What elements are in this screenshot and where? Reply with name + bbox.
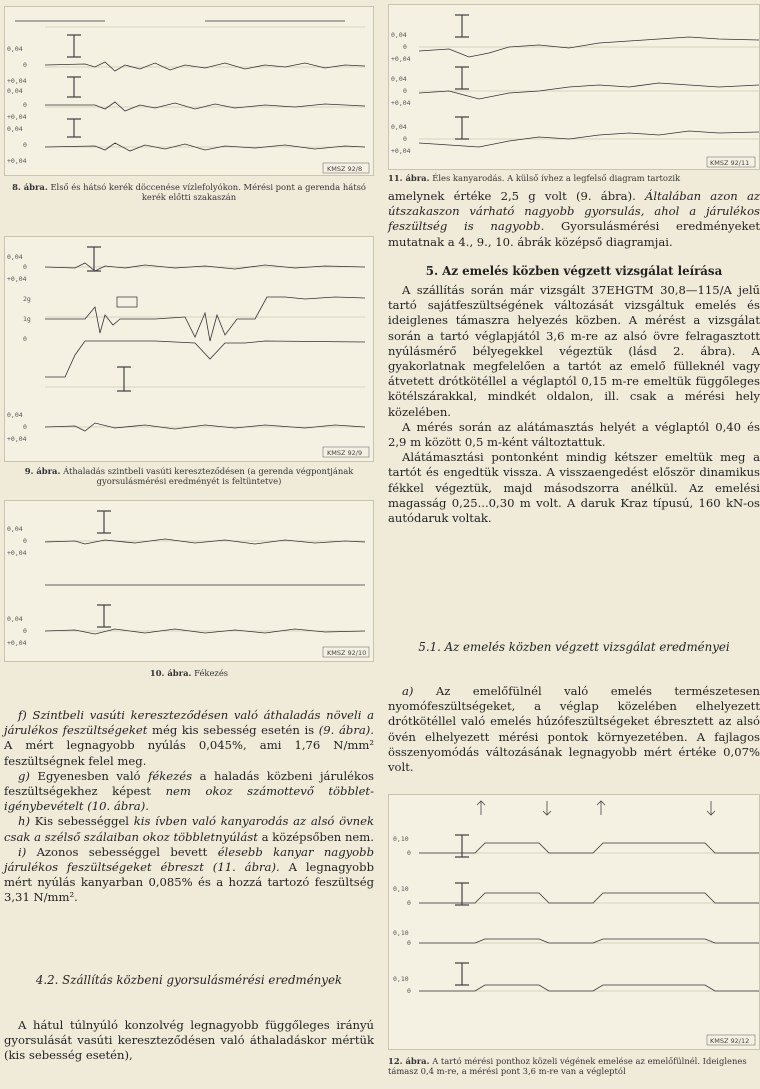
axis-label: 0 <box>23 423 27 431</box>
strain-trace <box>45 539 365 544</box>
axis-label: 0,04 <box>7 615 23 623</box>
figure-8-plot <box>5 7 373 175</box>
left-body-text <box>4 708 374 906</box>
right-continuation-text: amelynek értéke 2,5 g volt (9. ábra). Általában azon az útszakaszon várható nagyobb gyorsulás, ahol a járulékos feszültség is nagyobb. Gyorsulásmérési eredményeket mutatnak a 4., 9., 10. ábrák középső diagramjai. <box>388 189 760 249</box>
arrow-down-icon <box>543 801 551 815</box>
axis-label: 0 <box>23 263 27 271</box>
figure-12-plot <box>389 795 759 1049</box>
axis-label: 0,10 <box>393 929 409 937</box>
i-beam-icon <box>67 77 81 97</box>
axis-label: 0 <box>23 141 27 149</box>
strain-trace <box>45 629 365 634</box>
axis-label: 0 <box>23 335 27 343</box>
figure-stamp: KMSZ 92/10 <box>327 649 367 657</box>
axis-label: 0 <box>407 849 411 857</box>
axis-label: 0,04 <box>7 125 23 133</box>
strain-trace <box>419 985 759 991</box>
axis-label: 0,10 <box>393 885 409 893</box>
axis-label: 0 <box>403 87 407 95</box>
figure-stamp: KMSZ 92/11 <box>710 159 750 167</box>
axis-label: 2g <box>23 295 31 303</box>
subheading-5-1: 5.1. Az emelés közben végzett vizsgálat eredményei <box>418 640 730 654</box>
strain-trace <box>419 939 759 943</box>
figure-stamp: KMSZ 92/12 <box>710 1037 750 1045</box>
strain-trace <box>45 102 365 111</box>
axis-label: +0,04 <box>391 147 411 155</box>
axis-label: 0 <box>407 987 411 995</box>
axis-label: +0,04 <box>7 549 27 557</box>
left-column <box>4 0 374 1089</box>
axis-label: 0,04 <box>391 75 407 83</box>
axis-label: 0,10 <box>393 835 409 843</box>
figure-9-caption: 9. ábra. Áthaladás szintbeli vasúti kereszteződésen (a gerenda végpontjának gyorsulásmérési eredményét is feltüntetve) <box>24 466 354 486</box>
axis-label: 0 <box>23 537 27 545</box>
arrow-down-icon <box>707 801 715 815</box>
figure-8-axis-labels <box>7 45 27 165</box>
i-beam-icon <box>455 15 469 37</box>
figure-12 <box>388 794 760 1050</box>
accelerometer-icon <box>117 297 137 307</box>
figure-10-caption: 10. ábra. Fékezés <box>149 668 229 678</box>
right-column <box>388 0 760 1089</box>
i-beam-icon <box>455 117 469 139</box>
axis-label: 0,04 <box>7 253 23 261</box>
i-beam-icon <box>67 35 81 57</box>
i-beam-icon <box>455 963 469 985</box>
axis-label: +0,04 <box>7 113 27 121</box>
axis-label: +0,04 <box>7 77 27 85</box>
i-beam-icon <box>455 67 469 89</box>
acceleration-trace <box>45 341 365 377</box>
figure-9-plot <box>5 237 373 461</box>
axis-label: 0,04 <box>7 45 23 53</box>
figure-11 <box>388 4 760 170</box>
figure-11-caption: 11. ábra. Éles kanyarodás. A külső ívhez a legfelső diagram tartozik <box>388 173 681 183</box>
section-5-text: A szállítás során már vizsgált 37EHGTM 30,8—115/A jelű tartó sajátfeszültségének változását vizsgáltuk emelés és ideiglenes támaszra helyezés közben. A mérést a vizsgálat során a tartó véglapjától 3,6 m-re az alsó övre felragasztott nyúlásmérő bélyegekkel végeztük (lásd 2. ábra). A gyakorlatnak megfelelően a tartót az emelő fülleknél vagy átvetett drótkötéllel a véglaptól 0,15 m-re emeltük függőleges kötélszárakkal, mindkét oldalon, ill. csak a mérési hely közelében. A mérés során az alátámasztás helyét a véglaptól 0,40 és 2,9 m között 0,5 m-ként változtattuk. Alátámasztási pontonként mindig kétszer emeltük meg a tartót és engedtük vissza. A visszaengedést először dinamikus fékkel végeztük, majd másodszorra anélkül. Az emelési magasság 0,25...0,30 m volt. A daruk Kraz típusú, 160 kN-os autódaruk voltak. <box>388 283 760 526</box>
strain-trace <box>45 62 365 71</box>
arrow-up-icon <box>597 801 605 815</box>
axis-label: +0,04 <box>391 99 411 107</box>
paragraph-g: g) Egyenesben való fékezés a haladás közbeni járulékos feszültségekhez képest nem okoz számottevő többlet-igénybevételt (10. ábra). <box>4 768 375 814</box>
strain-trace <box>419 893 759 903</box>
acceleration-trace <box>45 297 365 341</box>
axis-label: 0,04 <box>7 525 23 533</box>
i-beam-icon <box>455 835 469 857</box>
axis-label: +0,04 <box>7 275 27 283</box>
axis-label: 0,04 <box>391 123 407 131</box>
heading-5: 5. Az emelés közben végzett vizsgálat leírása <box>425 264 723 278</box>
axis-label: 0 <box>403 43 407 51</box>
axis-label: 0 <box>23 61 27 69</box>
figure-10-axis-labels <box>7 525 27 647</box>
section-5-1-text: a) Az emelőfülnél való emelés természetesen nyomófeszültségeket, a véglap közelében elhelyezett drótkötéllel való emelés húzófeszültségeket ébresztett az alsó övén elhelyezett mérési pontok környezetében. A fajlagos összenyomódás változásának legnagyobb mért értéke 0,07% volt. <box>388 684 760 775</box>
axis-label: 0,04 <box>391 31 407 39</box>
axis-label: 0 <box>23 627 27 635</box>
figure-11-plot <box>389 5 759 169</box>
i-beam-icon <box>87 247 101 271</box>
i-beam-icon <box>455 883 469 905</box>
subheading-4-2: 4.2. Szállítás közbeni gyorsulásmérési eredmények <box>35 973 343 987</box>
axis-label: +0,04 <box>7 639 27 647</box>
figure-12-axis-labels <box>393 835 411 995</box>
paragraph-i: i) Azonos sebességgel bevett élesebb kanyar nagyobb járulékos feszültségeket ébreszt (11. ábra). A legnagyobb mért nyúlás kanyarban 0,085% és a hozzá tartozó feszültség 3,31 N/mm². <box>4 844 375 905</box>
figure-stamp: KMSZ 92/9 <box>327 449 363 457</box>
figure-11-axis-labels <box>391 31 411 155</box>
axis-label: 0 <box>407 939 411 947</box>
axis-label: 0,04 <box>7 411 23 419</box>
figure-9-axis-labels <box>7 253 31 443</box>
figure-8 <box>4 6 374 176</box>
figure-10-plot <box>5 501 373 661</box>
figure-10 <box>4 500 374 662</box>
i-beam-icon <box>97 511 111 533</box>
axis-label: +0,04 <box>391 55 411 63</box>
arrow-up-icon <box>477 801 485 815</box>
i-beam-icon <box>97 605 111 627</box>
paragraph-h: h) Kis sebességgel kis ívben való kanyarodás az alsó övnek csak a szélső szálaiban okoz többletnyúlást a középsőben nem. <box>4 814 375 844</box>
paragraph-4-2: A hátul túlnyúló konzolvég legnagyobb függőleges irányú gyorsulását vasúti kereszteződésen való áthaladáskor mértük (kis sebesség esetén), <box>4 1018 374 1063</box>
axis-label: 1g <box>23 315 31 323</box>
axis-label: 0,10 <box>393 975 409 983</box>
i-beam-icon <box>67 119 81 137</box>
axis-label: 0 <box>403 135 407 143</box>
i-beam-icon <box>117 367 131 391</box>
strain-trace <box>419 843 759 853</box>
axis-label: 0 <box>407 899 411 907</box>
axis-label: 0 <box>23 101 27 109</box>
axis-label: +0,04 <box>7 157 27 165</box>
figure-stamp: KMSZ 92/8 <box>327 165 363 173</box>
figure-9 <box>4 236 374 462</box>
paragraph-f: f) Szintbeli vasúti kereszteződésen való áthaladás növeli a járulékos feszültségeket még kis sebesség esetén is (9. ábra). A mért legnagyobb nyúlás 0,045%, ami 1,76 N/mm² feszültségnek felel meg. <box>4 708 374 768</box>
axis-label: 0,04 <box>7 87 23 95</box>
figure-12-caption: 12. ábra. A tartó mérési ponthoz közeli végének emelése az emelőfülnél. Ideiglenes támasz 0,4 m-re, a mérési pont 3,6 m-re van a végleptól <box>388 1056 747 1076</box>
axis-label: +0,04 <box>7 435 27 443</box>
figure-8-caption: 8. ábra. Első és hátsó kerék döccenése vízlefolyókon. Mérési pont a gerenda hátsó kerék előtti szakaszán <box>12 182 366 202</box>
